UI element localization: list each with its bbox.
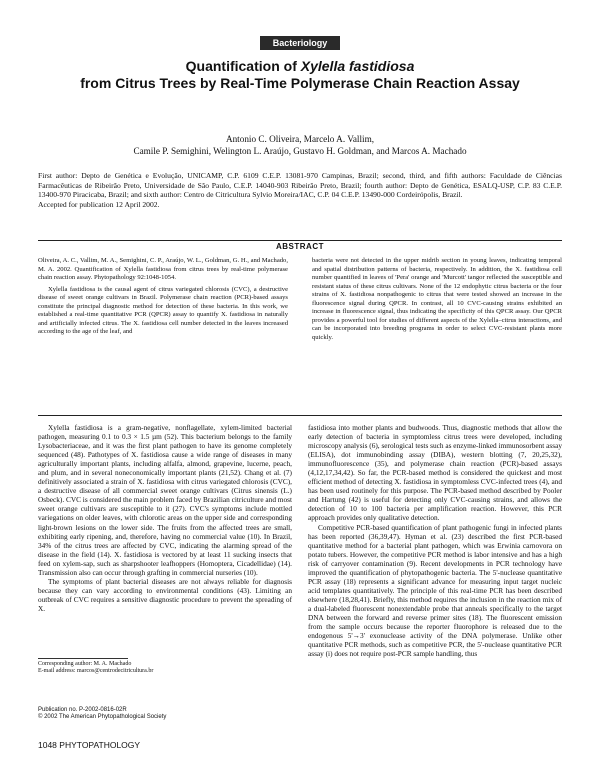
abstract-right-column — [312, 257, 562, 345]
section-label: Bacteriology — [260, 36, 340, 50]
affiliation-text: First author: Depto de Genética e Evolução, UNICAMP, C.P. 6109 C.E.P. 13081-970 Campinas, Brazil; second, third, and fifth authors: Faculdade de Ciências Farmacêuticas de Ribeirão Preto, Universidade de São Paulo, C.E.P. 14040-903 Ribeirão Preto, Brazil; fourth author: Depto de Genética, ESALQ-USP, C.P. 83 C.E.P. 13400-970 Piracicaba, Brazil; and sixth author: Centro de Citricultura Sylvio Moreira/IAC, C.P. 04 C.E.P. 13490-000 Cordeirópolis, Brazil. — [38, 171, 562, 200]
authors-line1: Antonio C. Oliveira, Marcelo A. Vallim, — [225, 134, 375, 144]
authors-line2: Camile P. Semighini, Welington L. Araújo, Gustavo H. Goldman, and Marcos A. Machado — [133, 145, 467, 156]
abstract-heading: ABSTRACT — [276, 242, 324, 251]
abstract-top-rule — [38, 240, 562, 241]
abstract-left-paragraph: Xylella fastidiosa is the causal agent of citrus variegated chlorosis (CVC), a destructive disease of sweet orange cultivars in Brazil. Polymerase chain reaction (PCR)-based assays constitute the principal diagnostic method for detection of these bacteria. In this work, we established a real-time quantitative PCR (QPCR) assay to quantify X. fastidiosa in naturally and artificially infected citrus. The X. fastidiosa cell number detected in the leaves increased according to the age of the leaf, and — [38, 285, 288, 335]
affiliations — [38, 171, 562, 209]
abstract-bottom-rule — [38, 415, 562, 416]
email-address: E-mail address: marcos@centrodecitricultura.br — [38, 668, 154, 675]
journal-name: PHYTOPATHOLOGY — [59, 740, 141, 750]
body-paragraph: Competitive PCR-based quantification of plant pathogenic fungi in infected plants has been reported (36,39,47). Hyman et al. (23) described the first PCR-based quantitative method for a bacterial plant pathogen, which was Erwinia carnovora on potato tubers. However, the competitive PCR method is labor intensive and has a high risk of carryover contamination (9). Recent developments in PCR technology have improved the quantification of phytopathogenic bacteria. The 5'-nuclease quantitative PCR assay (18) represents a significant advance for measuring input target nucleic acid templates quantitatively. The principle of this real-time PCR has been described elsewhere (18,28,41). Briefly, this method requires the inclusion in the reaction mix of a dual-labeled fluorescent nonextendable probe that anneals specifically to the target DNA between the forward and reverse primer sites (18). The fluorescent emission from the sample occurs because the reporter fluorophore is released due to the endogenous 5'→3' exonuclease activity of the DNA polymerase. Unlike other quantitative PCR methods, such as competitive PCR, the 5'-nuclease quantitative PCR assay (i) does not require post-PCR sample handling, thus — [308, 522, 562, 659]
body-paragraph: The symptoms of plant bacterial diseases are not always reliable for diagnosis because they can vary according to environmental conditions (43). Limiting an outbreak of CVC requires a sensitive diagnostic procedure to prevent the spreading of X. — [38, 576, 292, 613]
footnote-rule — [38, 658, 128, 659]
corresponding-author: Corresponding author: M. A. Machado — [38, 661, 132, 667]
page-footer — [38, 740, 140, 750]
title-line2: from Citrus Trees by Real-Time Polymerase Chain Reaction Assay — [80, 75, 520, 91]
body-paragraph: Xylella fastidiosa is a gram-negative, nonflagellate, xylem-limited bacterial pathogen, measuring 0.1 to 0.3 × 1.5 µm (52). This bacterium belongs to the family Lysobacteriaceae, and it was the first plant pathogen to have its genome completely sequenced (48). Pathotypes of X. fastidiosa cause a wide range of diseases in many agriculturally important plants, including alfalfa, almond, grapevine, lucerne, peach, and plum, and in several noneconomically important plants (21,52). Chang et al. (7) definitively associated a strain of X. fastidiosa with citrus variegated chlorosis (CVC), a destructive disease of all commercial sweet orange cultivars (Citrus sinensis (L.) Osbeck). CVC is considered the main problem faced by Brazilian citriculture and most sweet orange cultivars are susceptible to it (27). CVC's symptoms include mottled variegations on older leaves, with chlorotic areas on the upper side and corresponding light-brown lesions on the lower side. The fruits from the affected trees are small, exhibiting early ripening, and, therefore, having no commercial value (10). In Brazil, 34% of the citrus trees are affected by CVC, indicating the alarming spread of the disease in the field (14). X. fastidiosa is vectored by at least 11 sucking insects that feed on xylem-sap, such as sharpshooter leafhoppers (Homoptera, Cicadellidae) (14). Transmission also can occur through grafting in commercial nurseries (10). — [38, 423, 292, 577]
publication-number: Publication no. P-2002-0816-02R — [38, 707, 127, 713]
copyright: © 2002 The American Phytopathological Society — [38, 714, 167, 721]
title-prefix: Quantification of — [185, 58, 301, 74]
abstract-citation: Oliveira, A. C., Vallim, M. A., Semighini, C. P., Araújo, W. L., Goldman, G. H., and Machado, M. A. 2002. Quantification of Xylella fastidiosa from citrus trees by real-time polymerase chain reaction assay. Phytopathology 92:1048-1054. — [38, 257, 288, 281]
body-left-column — [38, 423, 292, 613]
publication-info — [38, 707, 292, 722]
abstract-left-column — [38, 257, 288, 340]
page-number: 1048 — [38, 740, 57, 750]
correspondence — [38, 661, 292, 676]
abstract-right-paragraph: bacteria were not detected in the upper midrib section in young leaves, indicating temporal and spatial distribution patterns of bacteria, respectively. In addition, the X. fastidiosa cell number quantified in leaves of 'Pera' orange and 'Murcott' tangor reflected the susceptible and resistant status of these citrus cultivars. None of the 12 endophytic citrus bacteria or the four strains of X. fastidiosa nonpathogenic to citrus that were tested showed an increase in the fluorescence signal during QPCR. In contrast, all 10 CVC-causing strains exhibited an increase in fluorescence signal, thus indicating the specificity of this QPCR assay. Our QPCR provides a powerful tool for studies of different aspects of the Xylella–citrus interactions, and can be incorporated into breeding programs in order to select CVC-resistant plants more quickly. — [312, 257, 562, 341]
body-paragraph: fastidiosa into mother plants and budwoods. Thus, diagnostic methods that allow the early detection of bacteria in symptomless citrus trees were developed, including microscopy analysis (6), serological tests such as enzyme-linked immunosorbent assay (ELISA), dot immunobinding assay (DIBA), western blotting (7, 20,25,32), immunofluorescence (35), and polymerase chain reaction (PCR)-based assays (4,12,17,34,42). So far, the PCR-based method is considered the quickest and most efficient method of detecting X. fastidiosa in symptomless CVC-infected trees (4), and has been used routinely for this purpose. The PCR-based method described by Pooler and Hartung (42) is useful for detecting only CVC-causing strains, and allows the detection of 10 to 100 bacteria per amplification reaction. However, this PCR approach provides only qualitative detection. — [308, 423, 562, 523]
accepted-date: Accepted for publication 12 April 2002. — [38, 199, 160, 209]
author-list — [40, 134, 560, 157]
body-right-column — [308, 423, 562, 658]
article-title — [40, 58, 560, 92]
title-species: Xylella fastidiosa — [300, 58, 415, 74]
